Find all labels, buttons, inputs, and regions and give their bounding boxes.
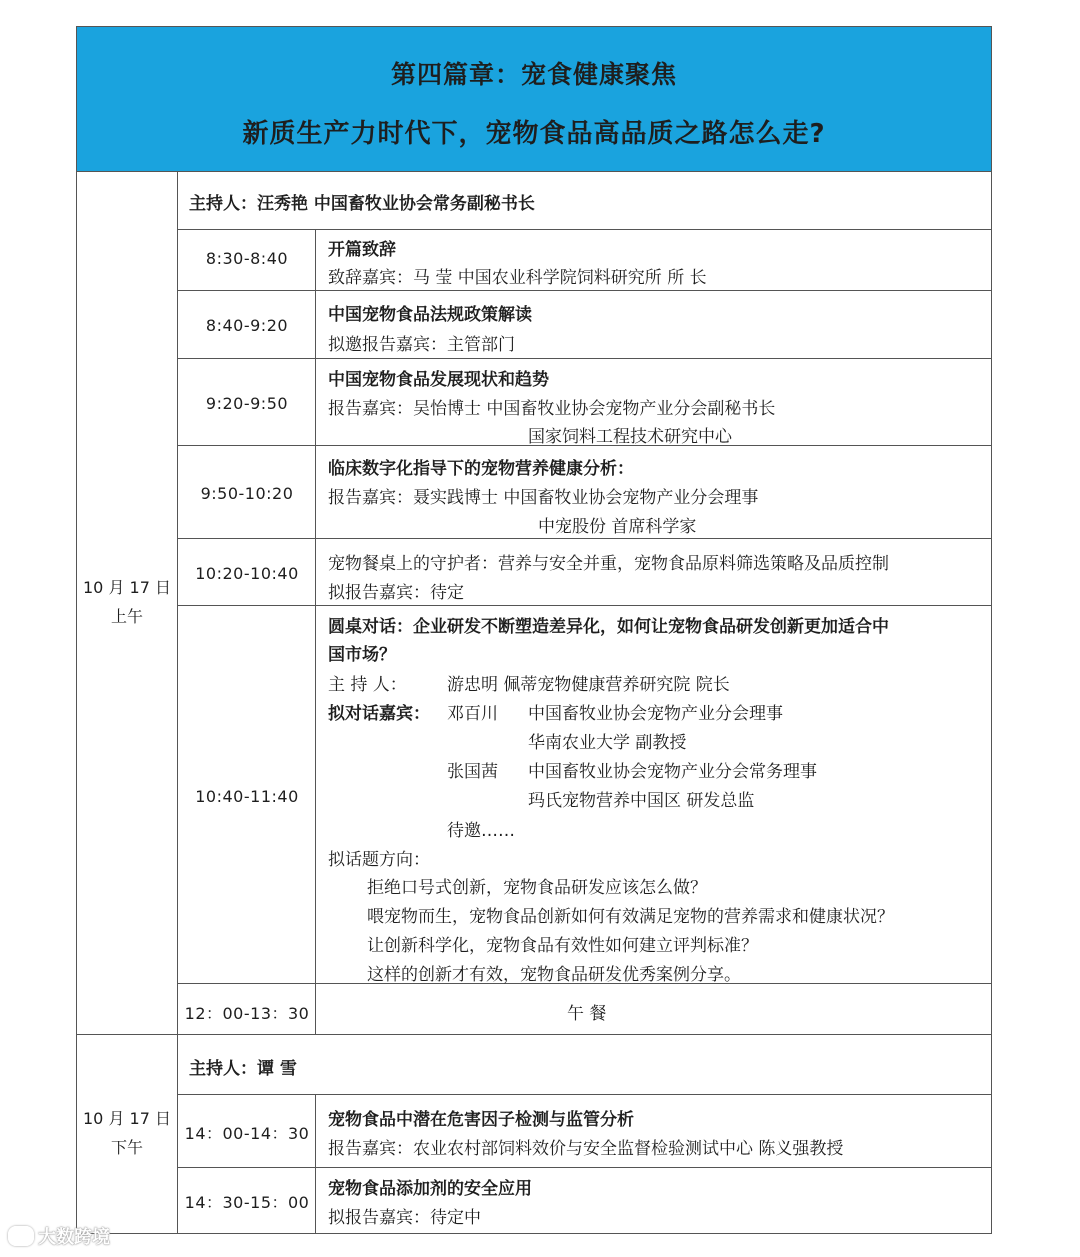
afternoon-day-label [77, 1104, 177, 1162]
moderator-label: 主 持 人： [328, 675, 407, 695]
chat-bubble-icon [8, 1226, 34, 1246]
roundtable-title: 圆桌对话：企业研发不断塑造差异化，如何让宠物食品研发创新更加适合中 [328, 617, 889, 637]
session-time: 10:40-11:40 [195, 787, 299, 806]
session-title: 开篇致辞 [328, 240, 396, 260]
grid-line [178, 290, 991, 291]
session-title: 临床数字化指导下的宠物营养健康分析： [328, 459, 634, 479]
morning-host: 主持人：汪秀艳 中国畜牧业协会常务副秘书长 [189, 194, 535, 214]
moderator: 游忠明 佩蒂宠物健康营养研究院 院长 [447, 675, 730, 695]
session-speaker: 报告嘉宾：农业农村部饲料效价与安全监督检验测试中心 陈义强教授 [328, 1139, 844, 1159]
grid-line [178, 1094, 991, 1095]
session-speaker: 拟报告嘉宾：待定 [328, 583, 464, 603]
guest-affiliation: 中国畜牧业协会宠物产业分会理事 [528, 704, 783, 724]
roundtable-title-cont: 国市场？ [328, 645, 396, 665]
grid-line [178, 538, 991, 539]
guests-label: 拟对话嘉宾： [328, 704, 430, 724]
session-time: 12：00-13：30 [184, 1004, 310, 1023]
grid-line [178, 358, 991, 359]
session-speaker: 拟报告嘉宾：待定中 [328, 1208, 481, 1228]
session-time: 14：30-15：00 [184, 1193, 310, 1212]
session-title: 宠物食品添加剂的安全应用 [328, 1179, 532, 1199]
day-date: 10 月 17 日 [83, 1109, 171, 1128]
topic-item: 喂宠物而生，宠物食品创新如何有效满足宠物的营养需求和健康状况？ [367, 907, 894, 927]
guest-affiliation: 玛氏宠物营养中国区 研发总监 [528, 791, 755, 811]
topic-item: 拒绝口号式创新，宠物食品研发应该怎么做？ [367, 878, 707, 898]
topic-item: 让创新科学化，宠物食品有效性如何建立评判标准？ [367, 936, 758, 956]
day-date: 10 月 17 日 [83, 578, 171, 597]
session-title: 中国宠物食品法规政策解读 [328, 305, 532, 325]
grid-line [77, 1034, 991, 1035]
guest-name: 邓百川 [447, 704, 498, 724]
session-time: 14：00-14：30 [184, 1124, 310, 1143]
guest-affiliation: 华南农业大学 副教授 [528, 733, 687, 753]
session-speaker: 报告嘉宾：吴怡博士 中国畜牧业协会宠物产业分会副秘书长 [328, 399, 776, 419]
guest-name: 张国茜 [447, 762, 498, 782]
session-title: 宠物食品中潜在危害因子检测与监管分析 [328, 1110, 634, 1130]
session-title: 宠物餐桌上的守护者：营养与安全并重，宠物食品原料筛选策略及品质控制 [328, 554, 889, 574]
chapter-header [77, 27, 991, 172]
session-speaker: 报告嘉宾：聂实践博士 中国畜牧业协会宠物产业分会理事 [328, 488, 759, 508]
guest-affiliation: 中国畜牧业协会宠物产业分会常务理事 [528, 762, 817, 782]
watermark [8, 1223, 110, 1249]
agenda-sheet [76, 26, 992, 1234]
watermark-text: 大数跨境 [38, 1227, 110, 1248]
grid-line [178, 605, 991, 606]
topic-item: 这样的创新才有效，宠物食品研发优秀案例分享。 [367, 965, 741, 985]
chapter-subtitle: 新质生产力时代下，宠物食品高品质之路怎么走? [242, 119, 826, 149]
session-title: 中国宠物食品发展现状和趋势 [328, 370, 549, 390]
grid-line [315, 230, 316, 1034]
topics-label: 拟话题方向： [328, 850, 430, 870]
session-time: 9:20-9:50 [205, 394, 289, 413]
day-period: 上午 [110, 607, 143, 626]
morning-day-label [77, 573, 177, 631]
session-speaker: 致辞嘉宾：马 莹 中国农业科学院饲料研究所 所 长 [328, 268, 707, 288]
afternoon-host: 主持人：谭 雪 [189, 1059, 297, 1079]
session-speaker: 拟邀报告嘉宾：主管部门 [328, 335, 515, 355]
day-period: 下午 [110, 1138, 143, 1157]
session-speaker-affiliation: 中宠股份 首席科学家 [538, 517, 697, 537]
session-time: 8:40-9:20 [205, 316, 289, 335]
lunch-label: 午 餐 [567, 1004, 607, 1024]
session-speaker-affiliation: 国家饲料工程技术研究中心 [528, 427, 732, 447]
chapter-title: 第四篇章：宠食健康聚焦 [390, 60, 677, 89]
grid-line [178, 1167, 991, 1168]
grid-line [178, 229, 991, 230]
session-time: 10:20-10:40 [195, 564, 299, 583]
session-time: 8:30-8:40 [205, 249, 289, 268]
guest-pending: 待邀…… [447, 821, 515, 841]
session-time: 9:50-10:20 [200, 484, 294, 503]
